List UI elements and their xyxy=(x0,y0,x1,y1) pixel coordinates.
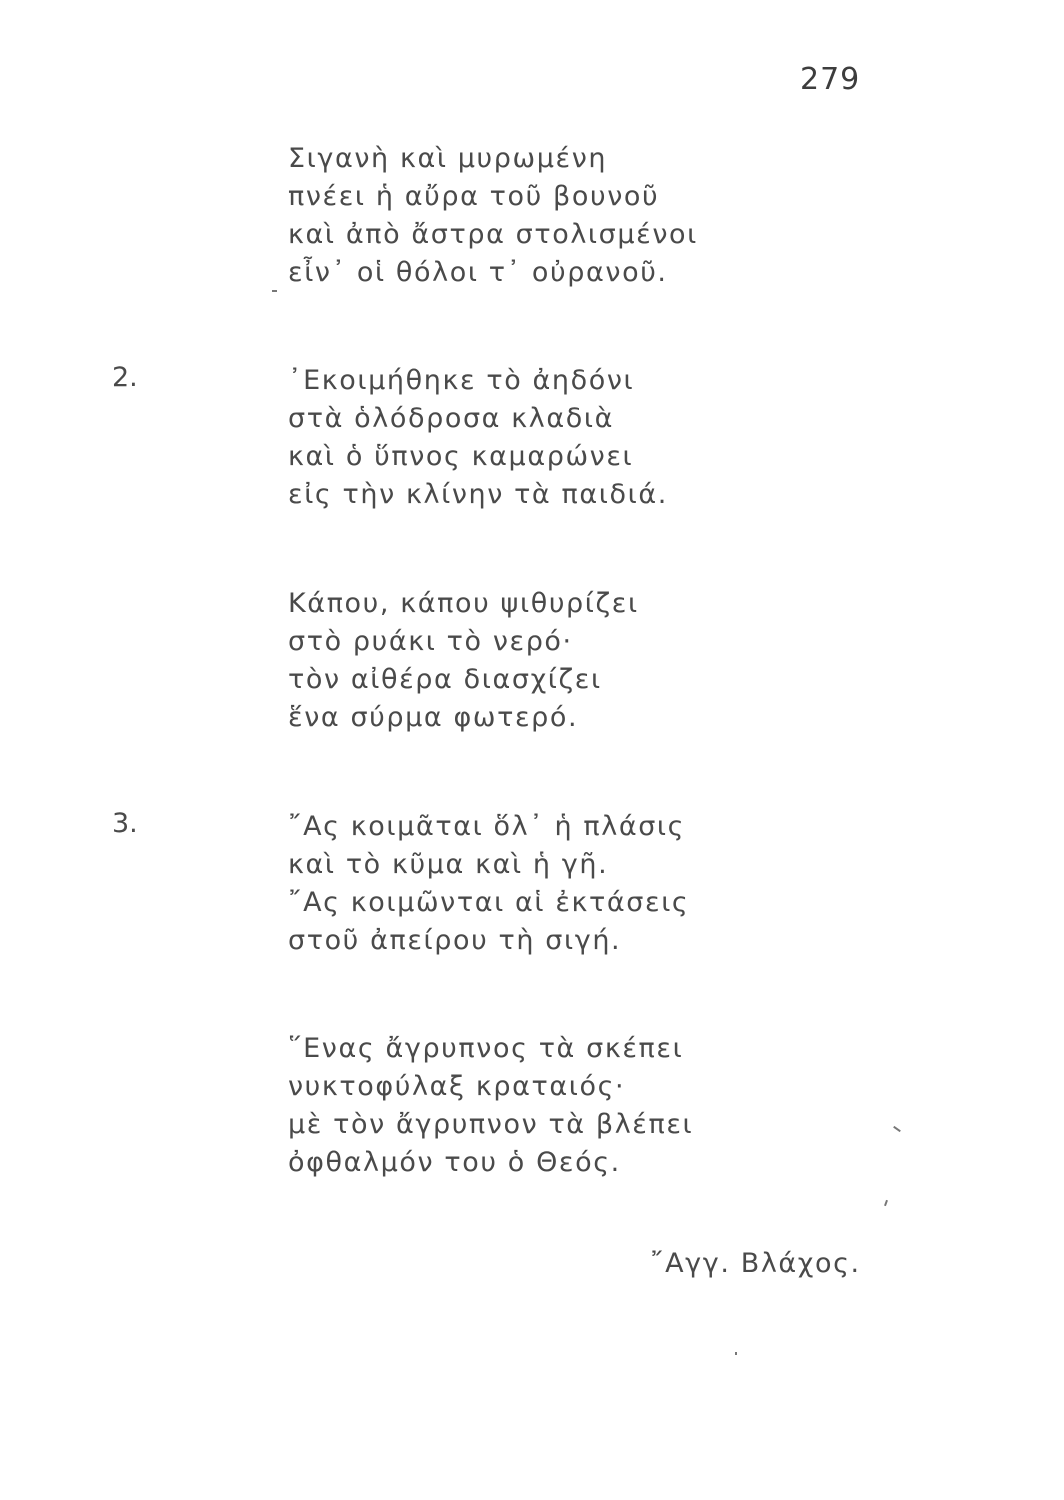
poem-line: καὶ ἀπὸ ἄστρα στολισμένοι xyxy=(288,219,698,250)
poem-line: καὶ τὸ κῦμα καὶ ἡ γῆ. xyxy=(288,849,609,880)
poem-line: εἰς τὴν κλίνην τὰ παιδιά. xyxy=(288,479,668,510)
poem-line: τὸν αἰθέρα διασχίζει xyxy=(288,664,602,695)
stanza-2 xyxy=(288,362,928,514)
scan-speck xyxy=(884,1200,888,1206)
section-number-2: 2. xyxy=(112,362,138,393)
stanza-5 xyxy=(288,1030,928,1182)
stanza-3 xyxy=(288,585,928,737)
poem-line: Σιγανὴ καὶ μυρωμένη xyxy=(288,143,608,174)
poem-line: νυκτοφύλαξ κραταιός· xyxy=(288,1071,626,1102)
poem-line: ῎Ας κοιμῶνται αἱ ἐκτάσεις xyxy=(288,887,690,918)
poem-line: καὶ ὁ ὕπνος καμαρώνει xyxy=(288,441,634,472)
poem-line: στὸ ρυάκι τὸ νερό· xyxy=(288,626,573,657)
poem-line: στοῦ ἀπείρου τὴ σιγή. xyxy=(288,925,622,956)
scan-speck xyxy=(272,290,277,292)
page-number: 279 xyxy=(800,62,861,97)
poem-line: στὰ ὁλόδροσα κλαδιὰ xyxy=(288,403,614,434)
scan-speck xyxy=(735,1352,737,1355)
section-number-3: 3. xyxy=(112,808,138,839)
poem-line: ῎Ας κοιμᾶται ὅλ᾽ ἡ πλάσις xyxy=(288,811,686,842)
poem-line: μὲ τὸν ἄγρυπνον τὰ βλέπει xyxy=(288,1109,694,1140)
poem-line: ᾽Εκοιμήθηκε τὸ ἀηδόνι xyxy=(288,365,635,396)
stanza-4 xyxy=(288,808,928,960)
poem-line: Κάπου, κάπου ψιθυρίζει xyxy=(288,588,639,619)
poem-line: ὀφθαλμόν του ὁ Θεός. xyxy=(288,1147,621,1178)
stanza-1 xyxy=(288,140,928,292)
poem-line: ἕνα σύρμα φωτερό. xyxy=(288,702,579,733)
poem-line: πνέει ἡ αὔρα τοῦ βουνοῦ xyxy=(288,181,660,212)
author-signature: ῎Αγγ. Βλάχος. xyxy=(650,1248,861,1279)
poem-line: εἶν᾽ οἱ θόλοι τ᾽ οὐρανοῦ. xyxy=(288,257,668,288)
poem-line: ῞Ενας ἄγρυπνος τὰ σκέπει xyxy=(288,1033,684,1064)
